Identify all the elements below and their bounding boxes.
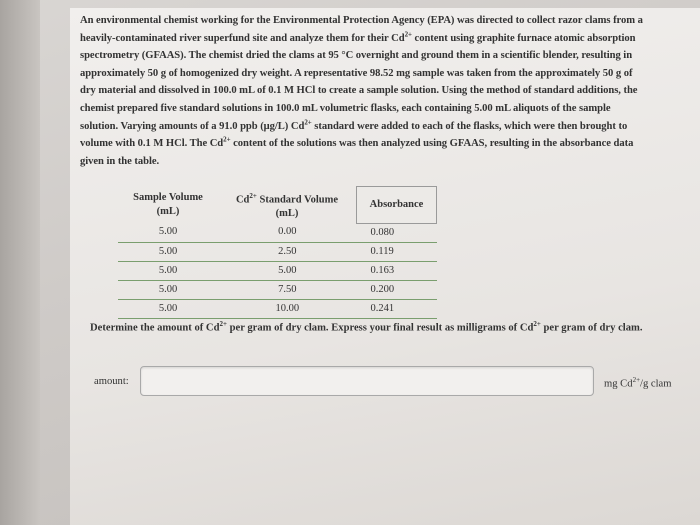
header-standard-volume: $Cd^{2+}$ Standard Volume (mL) xyxy=(235,191,339,219)
cell-absorbance: 0.080 xyxy=(357,223,437,242)
cell-absorbance: 0.241 xyxy=(357,299,437,318)
cell-sample-volume: 5.00 xyxy=(118,299,218,318)
unit-label: mg $Cd^{2+}/g$ clam xyxy=(604,376,672,390)
question-prompt: Determine the amount of $Cd^{2+}$ per gram of dry clam. Express your final result as milligrams of $Cd^{2+}$ per gram of dry clam. xyxy=(90,320,643,334)
table-header-row xyxy=(118,187,437,224)
cell-absorbance: 0.163 xyxy=(357,261,437,280)
cell-standard-volume: 0.00 xyxy=(218,223,357,242)
cell-sample-volume: 5.00 xyxy=(118,261,218,280)
header-sample-volume: Sample Volume (mL) xyxy=(133,191,203,217)
cell-sample-volume: 5.00 xyxy=(118,242,218,261)
cell-standard-volume: 5.00 xyxy=(218,261,357,280)
table-row xyxy=(118,261,437,280)
screen-bezel xyxy=(0,0,40,525)
cell-sample-volume: 5.00 xyxy=(118,280,218,299)
table-row xyxy=(118,223,437,242)
amount-label: amount: xyxy=(94,376,129,387)
cell-sample-volume: 5.00 xyxy=(118,223,218,242)
question-page xyxy=(70,8,700,525)
table-row xyxy=(118,299,437,318)
cell-standard-volume: 7.50 xyxy=(218,280,357,299)
absorbance-data-table xyxy=(118,186,437,319)
amount-input[interactable] xyxy=(140,366,594,396)
table-row xyxy=(118,280,437,299)
header-absorbance: Absorbance xyxy=(357,187,437,224)
cell-absorbance: 0.200 xyxy=(357,280,437,299)
question-text: An environmental chemist working for the Environmental Protection Agency (EPA) was directed to collect razor clams from a heavily-contaminated river superfund site and analyze them for their $Cd^{2+}$ content using graphite furnace atomic absorption spectrometry (GFAAS). The chemist dried the clams at 95 °C overnight and ground them in a scientific blender, resulting in approximately 50 g of homogenized dry weight. A representative 98.52 mg sample was taken from the approximately 50 g of dry material and dissolved in 100.0 mL of 0.1 M HCl to create a sample solution. Using the method of standard additions, the chemist prepared five standard solutions in 100.0 mL volumetric flasks, each containing 5.00 mL aliquots of the sample solution. Varying amounts of a 91.0 ppb (μg/L) $Cd^{2+}$ standard were added to each of the flasks, which were then brought to volume with 0.1 M HCl. The $Cd^{2+}$ content of the solutions was then analyzed using GFAAS, resulting in the absorbance data given in the table. xyxy=(80,15,643,167)
cell-standard-volume: 10.00 xyxy=(218,299,357,318)
cell-standard-volume: 2.50 xyxy=(218,242,357,261)
table-row xyxy=(118,242,437,261)
cell-absorbance: 0.119 xyxy=(357,242,437,261)
